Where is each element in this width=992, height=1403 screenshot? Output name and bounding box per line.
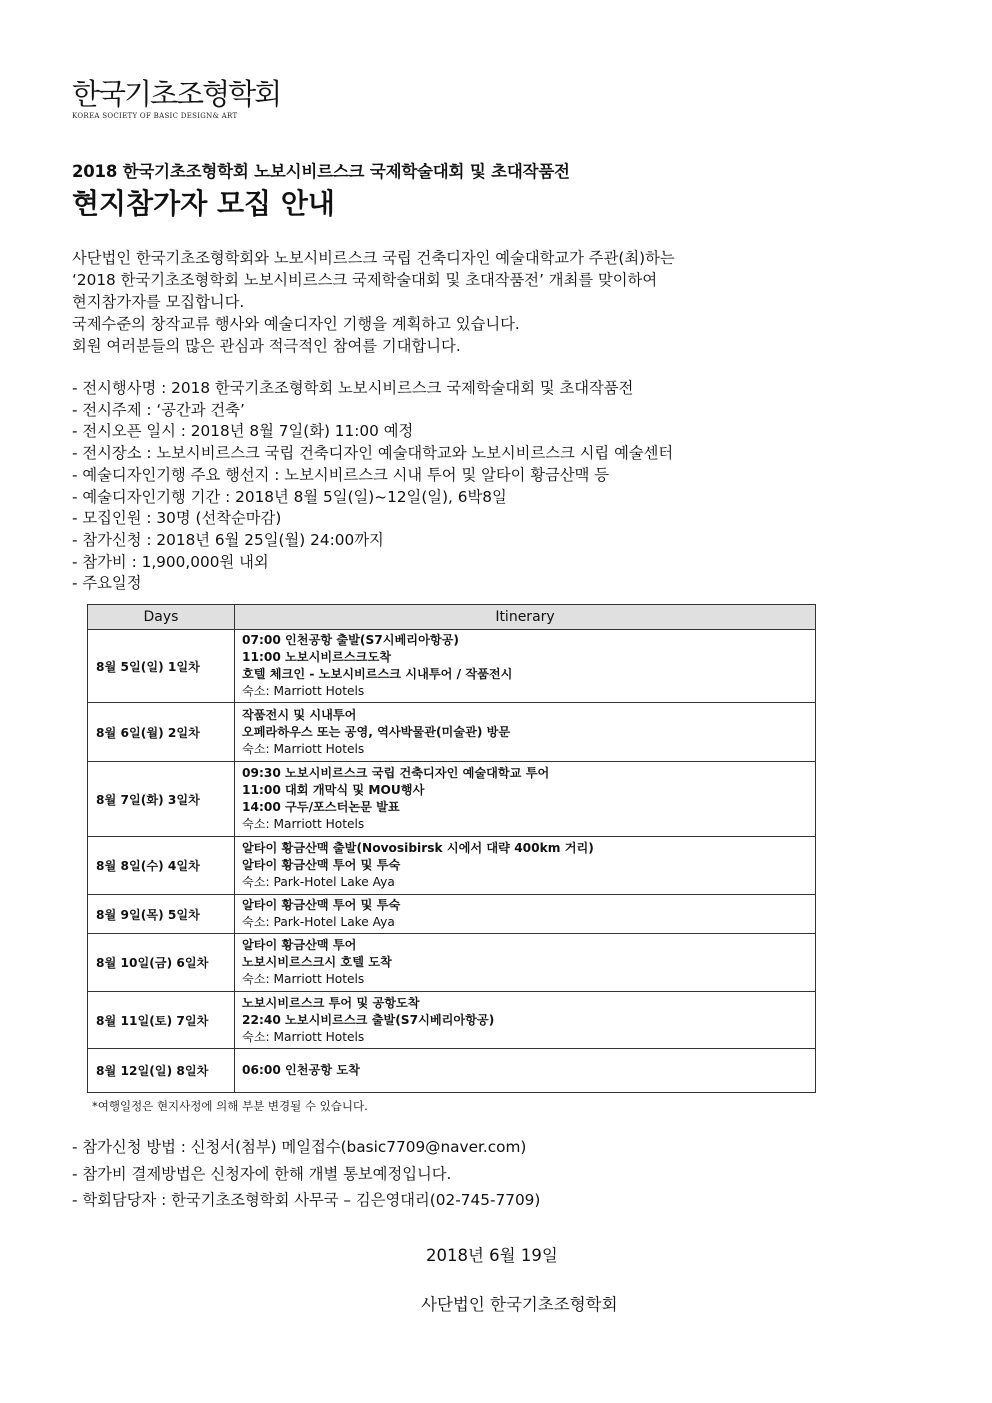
detail-item: - 전시오픈 일시 : 2018년 8월 7일(화) 11:00 예정 [72, 422, 414, 441]
itinerary-table [87, 604, 816, 1093]
table-row [88, 934, 816, 992]
activity-cell [235, 934, 816, 992]
intro-paragraph [72, 247, 675, 357]
activity-line: 호텔 체크인 - 노보시비르스크 시내투어 / 작품전시 [242, 667, 513, 681]
itinerary-note: *여행일정은 현지사정에 의해 부분 변경될 수 있습니다. [92, 1099, 368, 1113]
logo-subtitle: KOREA SOCIETY OF BASIC DESIGN& ART [72, 112, 238, 120]
day-cell: 8월 7일(화) 3일차 [88, 762, 235, 837]
header-days: Days [88, 605, 235, 630]
activity-cell [235, 703, 816, 762]
table-row [88, 992, 816, 1049]
activity-cell [235, 992, 816, 1049]
activity-line: 07:00 인천공항 출발(S7시베리아항공) [242, 633, 459, 647]
issuing-organization: 사단법인 한국기초조형학회 [421, 1295, 618, 1314]
info-item: - 학회담당자 : 한국기초조형학회 사무국 – 김은영대리(02-745-7709) [72, 1191, 541, 1209]
intro-line: 사단법인 한국기초조형학회와 노보시비르스크 국립 건축디자인 예술대학교가 주관(최)하는 [72, 249, 675, 267]
activity-cell [235, 837, 816, 895]
hotel-line: 숙소: Marriott Hotels [242, 972, 365, 986]
intro-line: 국제수준의 창작교류 행사와 예술디자인 기행을 계획하고 있습니다. [72, 315, 520, 333]
table-row [88, 703, 816, 762]
page-title: 현지참가자 모집 안내 [72, 187, 335, 220]
detail-item: - 전시장소 : 노보시비르스크 국립 건축디자인 예술대학교와 노보시비르스크 시립 예술센터 [72, 444, 674, 463]
intro-line: 회원 여러분들의 많은 관심과 적극적인 참여를 기대합니다. [72, 337, 461, 355]
activity-cell [235, 762, 816, 837]
logo-mark: 한국기초조형학회 [72, 77, 281, 111]
day-cell: 8월 10일(금) 6일차 [88, 934, 235, 992]
table-row [88, 895, 816, 934]
detail-item: - 주요일정 [72, 574, 142, 593]
activity-line: 11:00 대회 개막식 및 MOU행사 [242, 783, 425, 797]
day-cell: 8월 12일(일) 8일차 [88, 1049, 235, 1093]
document-date: 2018년 6월 19일 [426, 1246, 558, 1265]
table-row [88, 630, 816, 703]
activity-line: 알타이 황금산맥 투어 및 투숙 [242, 898, 401, 912]
day-cell: 8월 5일(일) 1일차 [88, 630, 235, 703]
activity-cell [235, 895, 816, 934]
activity-cell [235, 1049, 816, 1093]
activity-line: 노보시비르스크시 호텔 도착 [242, 955, 392, 969]
hotel-line: 숙소: Park-Hotel Lake Aya [242, 875, 395, 889]
detail-item: - 참가신청 : 2018년 6월 25일(월) 24:00까지 [72, 530, 384, 549]
detail-item: - 참가비 : 1,900,000원 내외 [72, 552, 269, 571]
day-cell: 8월 9일(목) 5일차 [88, 895, 235, 934]
intro-line: 현지참가자를 모집합니다. [72, 293, 245, 311]
info-item: - 참가비 결제방법은 신청자에 한해 개별 통보예정입니다. [72, 1164, 452, 1183]
activity-line: 노보시비르스크 투어 및 공항도착 [242, 995, 420, 1010]
activity-line: 09:30 노보시비르스크 국립 건축디자인 예술대학교 투어 [242, 766, 550, 780]
activity-line: 알타이 황금산맥 출발(Novosibirsk 시에서 대략 400km 거리) [242, 841, 594, 855]
activity-line: 06:00 인천공항 도착 [242, 1063, 360, 1077]
activity-line: 14:00 구두/포스터논문 발표 [242, 800, 400, 814]
activity-line: 오페라하우스 또는 공영, 역사박물관(미술관) 방문 [242, 724, 511, 739]
table-header-row [88, 605, 816, 630]
activity-line: 11:00 노보시비르스크도착 [242, 650, 391, 664]
intro-line: ‘2018 한국기초조형학회 노보시비르스크 국제학술대회 및 초대작품전’ 개최를 맞이하여 [72, 271, 658, 289]
header-itinerary: Itinerary [235, 605, 816, 630]
table-row [88, 1049, 816, 1093]
table-row [88, 837, 816, 895]
event-title: 2018 한국기초조형학회 노보시비르스크 국제학술대회 및 초대작품전 [72, 162, 570, 181]
hotel-line: 숙소: Marriott Hotels [242, 741, 365, 756]
detail-item: - 전시행사명 : 2018 한국기초조형학회 노보시비르스크 국제학술대회 및 초대작품전 [72, 379, 634, 397]
detail-item: - 예술디자인기행 기간 : 2018년 8월 5일(일)~12일(일), 6박8일 [72, 487, 507, 506]
society-logo [72, 78, 280, 120]
detail-item: - 예술디자인기행 주요 행선지 : 노보시비르스크 시내 투어 및 알타이 황금산맥 등 [72, 465, 610, 484]
hotel-line: 숙소: Marriott Hotels [242, 1029, 365, 1044]
hotel-line: 숙소: Marriott Hotels [242, 817, 365, 831]
day-cell: 8월 11일(토) 7일차 [88, 992, 235, 1049]
activity-line: 작품전시 및 시내투어 [242, 707, 357, 722]
activity-line: 알타이 황금산맥 투어 [242, 938, 357, 952]
table-row [88, 762, 816, 837]
info-item: - 참가신청 방법 : 신청서(첨부) 메일접수(basic7709@naver.com) [72, 1138, 527, 1156]
day-cell: 8월 6일(월) 2일차 [88, 703, 235, 762]
hotel-line: 숙소: Marriott Hotels [242, 684, 365, 698]
detail-item: - 모집인원 : 30명 (선착순마감) [72, 509, 282, 528]
application-info-list [72, 1134, 540, 1214]
day-cell: 8월 8일(수) 4일차 [88, 837, 235, 895]
activity-line: 알타이 황금산맥 투어 및 투숙 [242, 858, 401, 872]
event-details-list [72, 378, 673, 595]
activity-cell [235, 630, 816, 703]
detail-item: - 전시주제 : ‘공간과 건축’ [72, 400, 245, 419]
activity-line: 22:40 노보시비르스크 출발(S7시베리아항공) [242, 1012, 495, 1027]
hotel-line: 숙소: Park-Hotel Lake Aya [242, 915, 395, 929]
